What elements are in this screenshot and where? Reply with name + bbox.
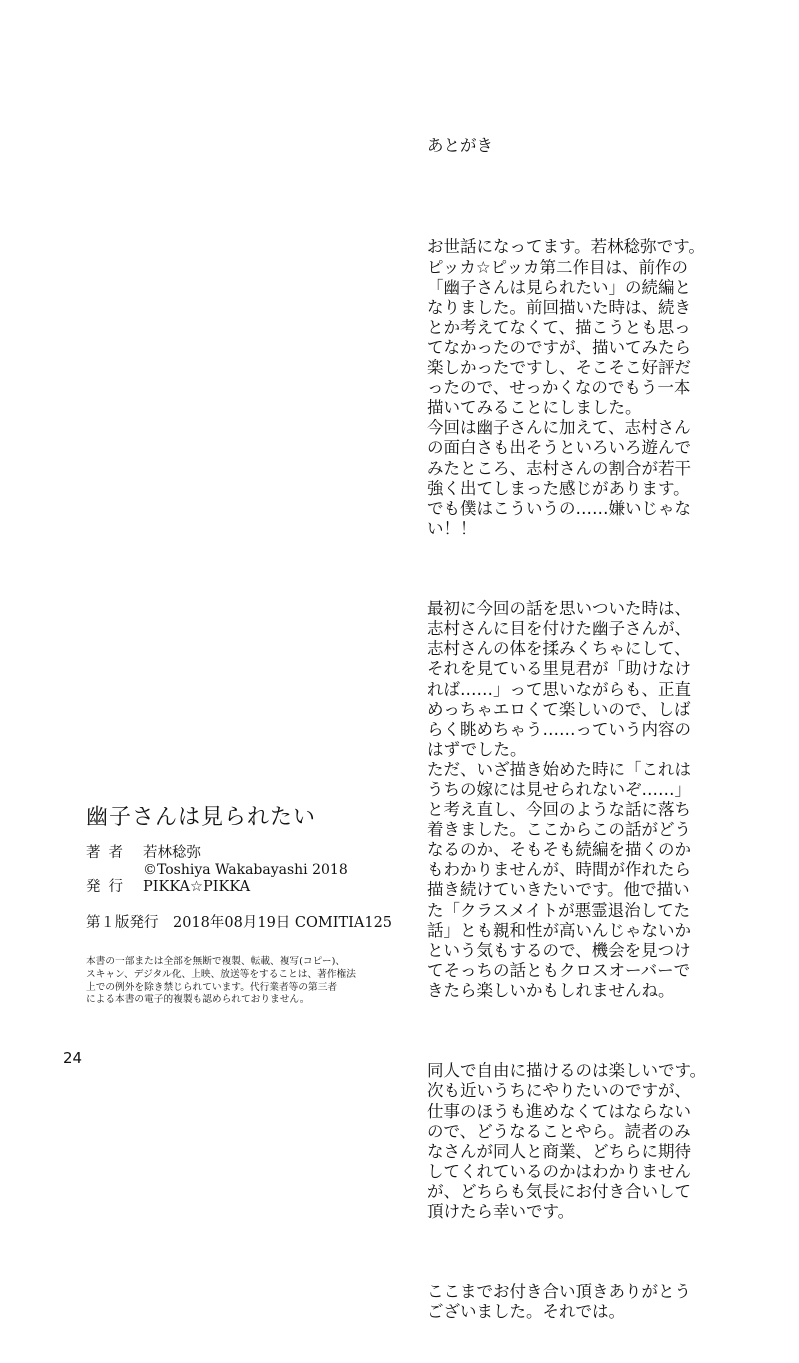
afterword	[427, 96, 777, 1363]
page-number: 24	[63, 1049, 83, 1067]
book-title: 幽子さんは見られたい	[86, 805, 317, 830]
edition-line: 第１版発行 2018年08月19日 COMITIA125	[86, 915, 393, 931]
publisher-row	[86, 879, 406, 896]
author-name: 若林稔弥	[143, 845, 201, 861]
afterword-paragraph-1: お世話になってます。若林稔弥です。 ピッカ☆ピッカ第二作目は、前作の 「幽子さんは見られたい」の続編と なりました。前回描いた時は、続き とか考えてなくて、描こうとも思っ てなかったのですが、描いてみたら 楽しかったですし、そこそこ好評だ ったので、せっかくなのでもう一本 描いてみることにしました。 今回は幽子さんに加えて、志村さん の面白さも出そうといろいろ遊んで みたところ、志村さんの割合が若干 強く出てしまった感じがあります。 でも僕はこういうの……嫌いじゃな い！！	[427, 237, 705, 538]
afterword-paragraph-4: ここまでお付き合い頂きありがとう ございました。それでは。	[427, 1282, 691, 1322]
copyright-line: ©Toshiya Wakabayashi 2018	[143, 862, 348, 878]
afterword-paragraph-3: 同人で自由に描けるのは楽しいです。 次も近いうちにやりたいのですが、 仕事のほうも進めなくてはならない ので、どうなることやら。読者のみ なさんが同人と商業、どちらに期待 してくれているのかはわかりません が、どちらも気長にお付き合いして 頂けたら幸いです。	[427, 1061, 707, 1221]
author-label: 著者	[86, 845, 131, 861]
afterword-paragraph-2: 最初に今回の話を思いついた時は、 志村さんに目を付けた幽子さんが、 志村さんの体を揉みくちゃにして、 それを見ている里見君が「助けなけ れば……」って思いながらも、正直 めっちゃエロくて楽しいので、しば らく眺めちゃう……っていう内容の はずでした。 ただ、いざ描き始めた時に「これは うちの嫁には見せられないぞ……」 と考え直し、今回のような話に落ち 着きました。ここからこの話がどう なるのか、そもそも続編を描くのか もわかりませんが、時間が作れたら 描き続けていきたいです。他で描い た「クラスメイトが悪霊退治してた 話」とも親和性が高いんじゃないか という気もするので、機会を見つけ てそっちの話ともクロスオーバーで きたら楽しいかもしれませんね。	[427, 599, 691, 1000]
author-row	[86, 845, 406, 862]
publisher-name: PIKKA☆PIKKA	[143, 879, 251, 895]
colophon	[86, 800, 406, 1007]
afterword-title: あとがき	[427, 136, 493, 156]
publisher-label: 発行	[86, 879, 131, 895]
copyright-notice: 本書の一部または全部を無断で複製、転載、複写(コピー)、 スキャン、デジタル化、上映、放送等をすることは、著作権法 上での例外を除き禁じられています。代行業者等の第三者 による本書の電子的複製も認められておりません。	[86, 956, 356, 1006]
